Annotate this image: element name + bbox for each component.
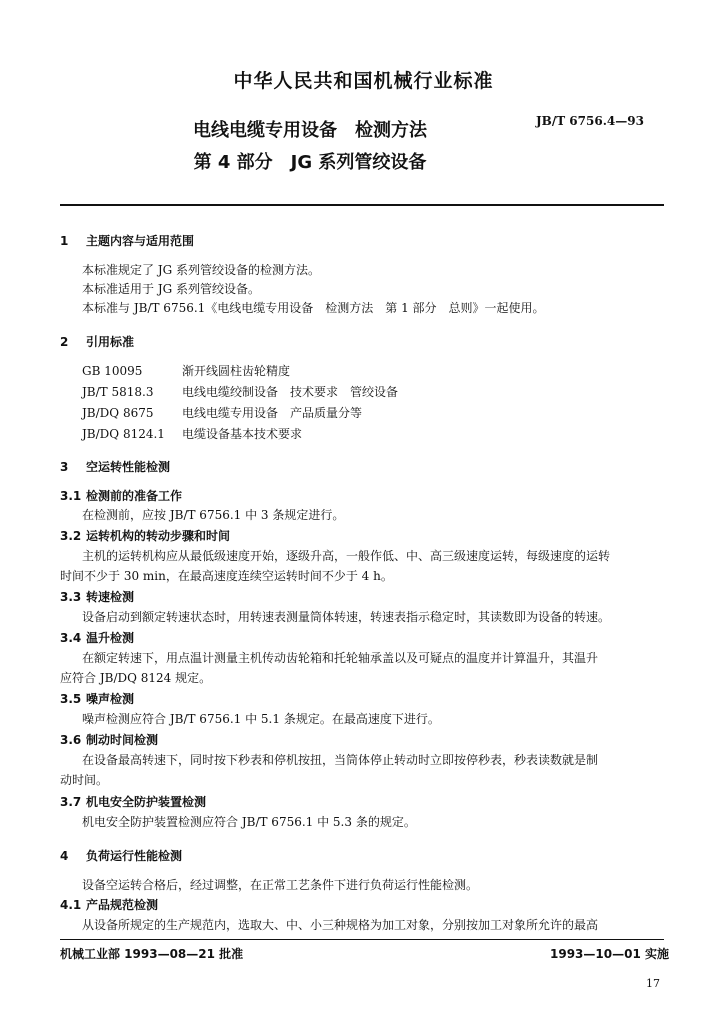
subsection-number: 3.5 <box>60 692 82 706</box>
subsection-3-7-heading <box>60 793 206 810</box>
paragraph: 主机的运转机构应从最低级速度开始，逐级升高，一般作低、中、高三级速度运转，每级速度的运转 <box>82 549 611 563</box>
section-number: 3 <box>60 460 69 474</box>
subsection-title: 机电安全防护装置检测 <box>86 795 207 809</box>
paragraph-continuation: 应符合 JB/DQ 8124 规定。 <box>60 671 212 685</box>
reference-title: 渐开线圆柱齿轮精度 <box>182 364 291 378</box>
subsection-title: 产品规范检测 <box>86 898 159 912</box>
subsection-title: 制动时间检测 <box>86 733 159 747</box>
subsection-title: 运转机构的转动步骤和时间 <box>86 529 231 543</box>
paragraph: 设备启动到额定转速状态时，用转速表测量筒体转速，转速表指示稳定时，其读数即为设备的转速。 <box>82 610 611 624</box>
subsection-title: 检测前的准备工作 <box>86 489 183 503</box>
section-title: 负荷运行性能检测 <box>86 849 183 863</box>
approval-date: 机械工业部 1993—08—21 批准 <box>60 947 244 961</box>
subsection-3-1-heading <box>60 487 182 504</box>
paragraph: 在设备最高转速下，同时按下秒表和停机按扭，当筒体停止转动时立即按停秒表，秒表读数就是制 <box>82 753 599 767</box>
document-title-line1: 电线电缆专用设备 检测方法 <box>193 120 427 141</box>
section-3-heading <box>60 458 170 475</box>
reference-code: JB/DQ 8675 <box>82 406 154 420</box>
section-1-heading <box>60 232 194 249</box>
subsection-title: 噪声检测 <box>86 692 135 706</box>
section-number: 2 <box>60 335 69 349</box>
subsection-number: 4.1 <box>60 898 82 912</box>
subsection-3-6-heading <box>60 731 158 748</box>
header-rule <box>60 204 664 206</box>
paragraph: 从设备所规定的生产规范内，选取大、中、小三种规格为加工对象，分别按加工对象所允许的最高 <box>82 918 599 932</box>
subsection-number: 3.7 <box>60 795 82 809</box>
paragraph: 本标准与 JB/T 6756.1《电线电缆专用设备 检测方法 第 1 部分 总则》一起使用。 <box>82 301 545 315</box>
paragraph: 本标准规定了 JG 系列管绞设备的检测方法。 <box>82 263 321 277</box>
section-title: 引用标准 <box>86 335 135 349</box>
implementation-date: 1993—10—01 实施 <box>550 947 669 961</box>
subsection-3-2-heading <box>60 527 230 544</box>
section-number: 4 <box>60 849 69 863</box>
page-number: 17 <box>646 977 660 990</box>
paragraph: 设备空运转合格后，经过调整，在正常工艺条件下进行负荷运行性能检测。 <box>82 878 479 892</box>
section-title: 主题内容与适用范围 <box>86 234 195 248</box>
subsection-4-1-heading <box>60 896 158 913</box>
paragraph: 本标准适用于 JG 系列管绞设备。 <box>82 282 261 296</box>
reference-title: 电缆设备基本技术要求 <box>182 427 303 441</box>
subsection-3-4-heading <box>60 629 134 646</box>
subsection-number: 3.2 <box>60 529 82 543</box>
reference-code: JB/T 5818.3 <box>82 385 154 399</box>
subsection-number: 3.1 <box>60 489 82 503</box>
paragraph: 机电安全防护装置检测应符合 JB/T 6756.1 中 5.3 条的规定。 <box>82 815 416 829</box>
subsection-title: 温升检测 <box>86 631 135 645</box>
paragraph: 在额定转速下，用点温计测量主机传动齿轮箱和托轮轴承盖以及可疑点的温度并计算温升，其温升 <box>82 651 599 665</box>
reference-item <box>82 404 362 421</box>
standard-number: JB/T 6756.4—93 <box>536 114 644 128</box>
section-title: 空运转性能检测 <box>86 460 171 474</box>
subsection-3-5-heading <box>60 690 134 707</box>
reference-title: 电线电缆绞制设备 技术要求 管绞设备 <box>182 385 399 399</box>
section-number: 1 <box>60 234 69 248</box>
paragraph: 噪声检测应符合 JB/T 6756.1 中 5.1 条规定。在最高速度下进行。 <box>82 712 440 726</box>
reference-item <box>82 425 302 442</box>
footer-rule <box>60 939 664 940</box>
subsection-title: 转速检测 <box>86 590 135 604</box>
reference-item <box>82 383 398 400</box>
subsection-number: 3.3 <box>60 590 82 604</box>
paragraph-continuation: 动时间。 <box>60 773 109 787</box>
reference-item <box>82 362 290 379</box>
subsection-number: 3.4 <box>60 631 82 645</box>
section-4-heading <box>60 847 182 864</box>
reference-code: GB 10095 <box>82 364 143 378</box>
document-title-line2: 第 4 部分 JG 系列管绞设备 <box>193 152 427 173</box>
subsection-number: 3.6 <box>60 733 82 747</box>
paragraph-continuation: 时间不少于 30 min，在最高速度连续空运转时间不少于 4 h。 <box>60 569 393 583</box>
subsection-3-3-heading <box>60 588 134 605</box>
reference-title: 电线电缆专用设备 产品质量分等 <box>182 406 363 420</box>
paragraph: 在检测前，应按 JB/T 6756.1 中 3 条规定进行。 <box>82 508 345 522</box>
issuing-organization: 中华人民共和国机械行业标准 <box>233 70 494 92</box>
section-2-heading <box>60 333 134 350</box>
reference-code: JB/DQ 8124.1 <box>82 427 165 441</box>
